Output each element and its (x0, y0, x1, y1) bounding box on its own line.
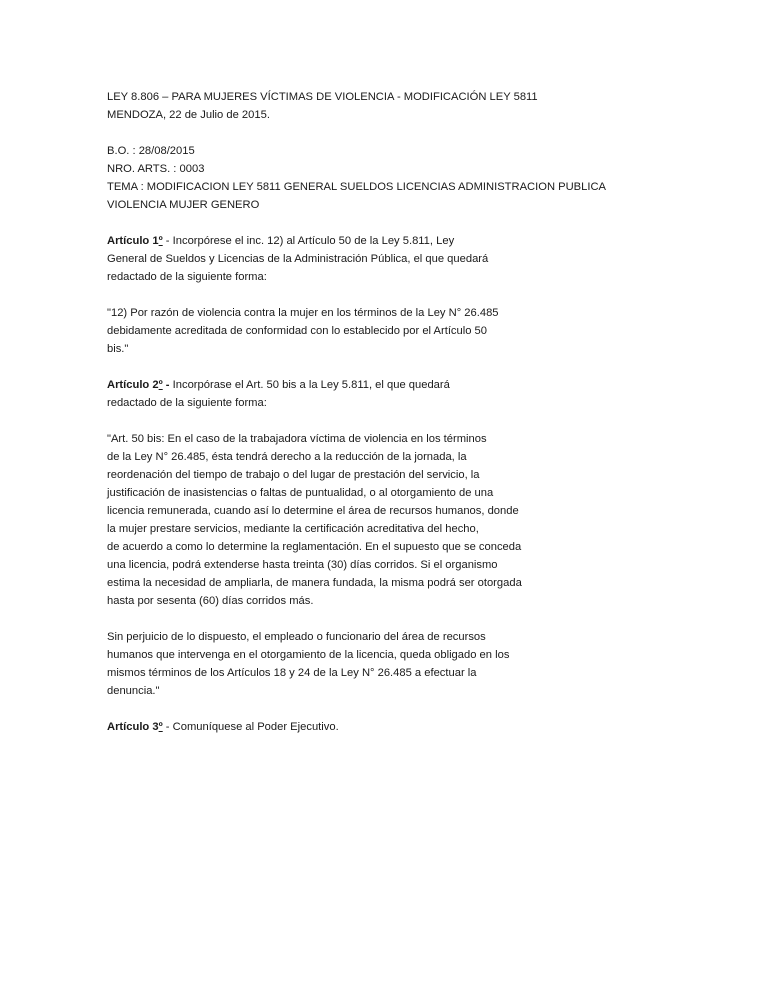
article-3-label: Artículo 3 (107, 721, 159, 733)
article-2-line-2: redactado de la siguiente forma: (107, 397, 267, 409)
paragraph-line: denuncia." (107, 685, 160, 697)
quote-line: de acuerdo a como lo determine la reglamentación. En el supuesto que se conceda (107, 541, 522, 553)
spacer (107, 286, 577, 304)
article-1-ordinal: º (158, 235, 163, 247)
spacer (107, 358, 577, 376)
spacer (107, 124, 577, 142)
document-body (107, 88, 607, 736)
article-1-line-2: General de Sueldos y Licencias de la Administración Pública, el que quedará (107, 253, 489, 265)
quote-line: licencia remunerada, cuando así lo determine el área de recursos humanos, donde (107, 505, 519, 517)
paragraph-line: humanos que intervenga en el otorgamiento de la licencia, queda obligado en los (107, 649, 510, 661)
article-1-label: Artículo 1 (107, 235, 159, 247)
article-1-line-1 (107, 232, 577, 250)
spacer (107, 412, 577, 430)
article-count: NRO. ARTS. : 0003 (107, 163, 205, 175)
quote-line: "Art. 50 bis: En el caso de la trabajadora víctima de violencia en los términos (107, 433, 487, 445)
article-3-heading (107, 721, 163, 733)
article-3-line (107, 718, 577, 736)
article-1-text: - Incorpórese el inc. 12) al Artículo 50 de la Ley 5.811, Ley (162, 235, 455, 247)
article-1-quote-line-2: debidamente acreditada de conformidad con lo establecido por el Artículo 50 (107, 325, 487, 337)
article-2-ordinal: º (158, 379, 163, 391)
quote-line: de la Ley N° 26.485, ésta tendrá derecho a la reducción de la jornada, la (107, 451, 467, 463)
spacer (107, 610, 577, 628)
article-1-heading (107, 235, 163, 247)
article-3-text: - Comuníquese al Poder Ejecutivo. (162, 721, 339, 733)
article-2-paragraph-2 (107, 628, 577, 700)
place-date: MENDOZA, 22 de Julio de 2015. (107, 109, 270, 121)
topic-line-1: TEMA : MODIFICACION LEY 5811 GENERAL SUELDOS LICENCIAS ADMINISTRACION PUBLICA (107, 181, 607, 193)
spacer (107, 214, 577, 232)
law-title: LEY 8.806 – PARA MUJERES VÍCTIMAS DE VIOLENCIA - MODIFICACIÓN LEY 5811 (107, 91, 538, 103)
article-1-quote-line-3: bis." (107, 343, 129, 355)
topic-line-2: VIOLENCIA MUJER GENERO (107, 199, 260, 211)
article-2-quote (107, 430, 577, 610)
quote-line: reordenación del tiempo de trabajo o del lugar de prestación del servicio, la (107, 469, 480, 481)
quote-line: la mujer prestare servicios, mediante la certificación acreditativa del hecho, (107, 523, 479, 535)
paragraph-line: mismos términos de los Artículos 18 y 24 de la Ley N° 26.485 a efectuar la (107, 667, 477, 679)
quote-line: hasta por sesenta (60) días corridos más. (107, 595, 314, 607)
article-2-line-1 (107, 376, 577, 394)
article-3-ordinal: º (158, 721, 163, 733)
bulletin-date: B.O. : 28/08/2015 (107, 145, 195, 157)
article-1-quote-line-1: "12) Por razón de violencia contra la mujer en los términos de la Ley N° 26.485 (107, 307, 499, 319)
article-2-heading (107, 379, 170, 391)
paragraph-line: Sin perjuicio de lo dispuesto, el empleado o funcionario del área de recursos (107, 631, 486, 643)
article-2-text: Incorpórase el Art. 50 bis a la Ley 5.811, el que quedará (169, 379, 450, 391)
quote-line: justificación de inasistencias o faltas de puntualidad, o al otorgamiento de una (107, 487, 494, 499)
article-2-label: Artículo 2 (107, 379, 159, 391)
article-1-line-3: redactado de la siguiente forma: (107, 271, 267, 283)
spacer (107, 700, 577, 718)
article-2-dash: - (162, 379, 170, 391)
quote-line: estima la necesidad de ampliarla, de manera fundada, la misma podrá ser otorgada (107, 577, 522, 589)
quote-line: una licencia, podrá extenderse hasta treinta (30) días corridos. Si el organismo (107, 559, 498, 571)
